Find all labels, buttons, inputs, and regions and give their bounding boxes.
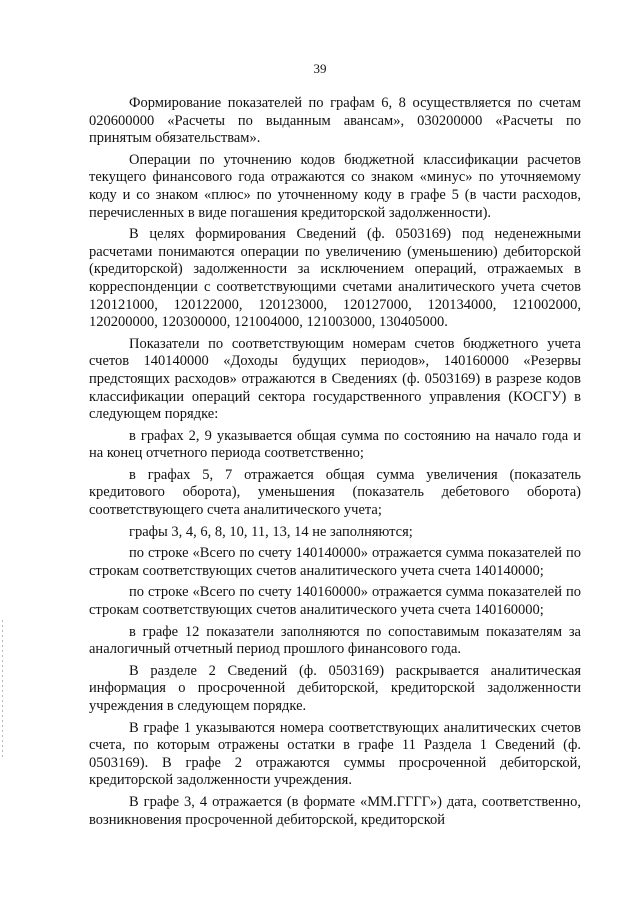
paragraph: Операции по уточнению кодов бюджетной классификации расчетов текущего финансового года отражаются со знаком «минус» по уточняемому коду и со знаком «плюс» по уточненному коду в графе 5 (в части расходов, перечисленных в виде погашения кредиторской задолженности). <box>89 151 581 221</box>
paragraph: В графе 3, 4 отражается (в формате «ММ.ГГГГ») дата, соответственно, возникновения просроченной дебиторской, кредиторской <box>89 793 581 828</box>
paragraph: по строке «Всего по счету 140160000» отражается сумма показателей по строкам соответствующих счетов аналитического учета счета 140160000; <box>89 584 581 619</box>
paragraph: в графах 2, 9 указывается общая сумма по состоянию на начало года и на конец отчетного периода соответственно; <box>89 427 581 462</box>
paragraph: В графе 1 указываются номера соответствующих аналитических счетов счета, по которым отражены остатки в графе 11 Раздела 1 Сведений (ф. 0503169). В графе 2 отражаются суммы просроченной дебиторской, кредиторской задолженности учреждения. <box>89 719 581 789</box>
paragraph: в графах 5, 7 отражается общая сумма увеличения (показатель кредитового оборота), уменьшения (показатель дебетового оборота) соответствующего счета аналитического учета; <box>89 466 581 519</box>
paragraph: В разделе 2 Сведений (ф. 0503169) раскрывается аналитическая информация о просроченной дебиторской, кредиторской задолженности учреждения в следующем порядке. <box>89 662 581 714</box>
paragraph: в графе 12 показатели заполняются по сопоставимым показателям за аналогичный отчетный период прошлого финансового года. <box>89 623 581 658</box>
body-text <box>89 95 581 829</box>
paragraph: графы 3, 4, 6, 8, 10, 11, 13, 14 не заполняются; <box>129 523 413 540</box>
page-number: 39 <box>313 61 327 76</box>
scan-edge-mark <box>2 620 3 760</box>
paragraph: по строке «Всего по счету 140140000» отражается сумма показателей по строкам соответствующих счетов аналитического учета счета 140140000; <box>89 545 581 579</box>
paragraph: Формирование показателей по графам 6, 8 осуществляется по счетам 020600000 «Расчеты по выданным авансам», 030200000 «Расчеты по принятым обязательствам». <box>89 95 581 147</box>
paragraph: В целях формирования Сведений (ф. 0503169) под неденежными расчетами понимаются операции по увеличению (уменьшению) дебиторской (кредиторской) задолженности за исключением операций, отражаемых в корреспонденции с соответствующими счетами аналитического учета счетов 120121000, 120122000, 120123000, 120127000, 120134000, 121002000, 120200000, 120300000, 121004000, 121003000, 130405000. <box>89 226 581 331</box>
paragraph: Показатели по соответствующим номерам счетов бюджетного учета счетов 140140000 «Доходы будущих периодов», 140160000 «Резервы предстоящих расходов» отражаются в Сведениях (ф. 0503169) в разрезе кодов классификации операций сектора государственного управления (КОСГУ) в следующем порядке: <box>89 335 581 423</box>
